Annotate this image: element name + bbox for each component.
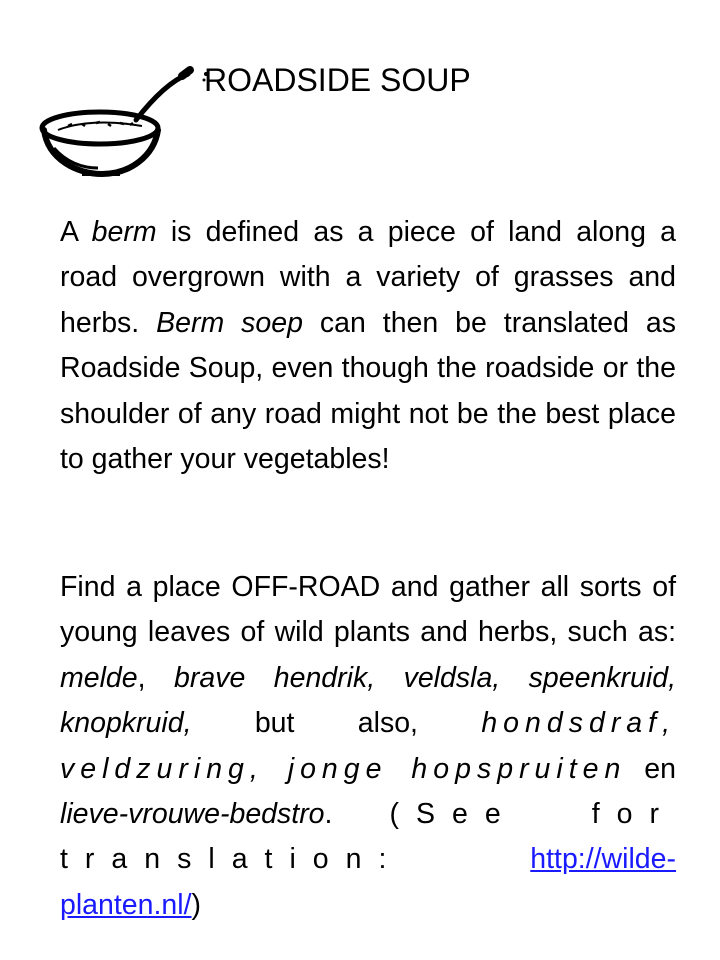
instructions-paragraph: Find a place OFF-ROAD and gather all sorts of young leaves of wild plants and herbs, such as: melde, brave hendrik, veldsla, speenkruid, knopkruid, but also, hondsdraf, veldzuring, jonge hopspruiten en lieve-vrouwe-bedstro. (See for translation: http://wilde-planten.nl/) xyxy=(60,571,676,921)
page-title: ROADSIDE SOUP xyxy=(204,62,471,98)
intro-paragraph: A berm is defined as a piece of land along a road overgrown with a variety of grasses and herbs. Berm soep can then be translated as Roadside Soup, even though the roadside or the shoulder of any road might not be the best place to gather your vegetables! xyxy=(60,216,677,476)
translation-link[interactable]: http://wilde-planten.nl/ xyxy=(60,843,676,921)
soup-bowl-icon xyxy=(38,52,208,182)
